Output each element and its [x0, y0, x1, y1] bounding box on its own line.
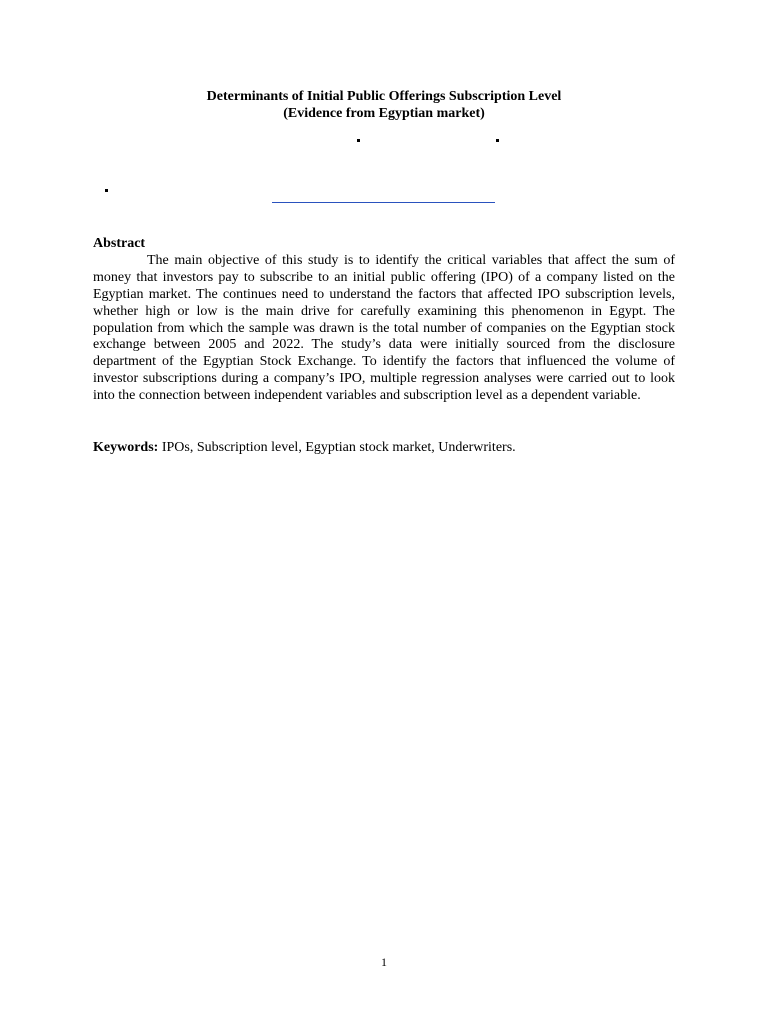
page-number: 1	[381, 955, 387, 969]
abstract-section	[93, 236, 675, 405]
author-marker-dot	[357, 139, 360, 142]
email-link[interactable]	[272, 201, 495, 203]
affiliation-marker-dot	[105, 189, 108, 192]
keywords-line	[93, 439, 675, 456]
abstract-text: The main objective of this study is to identify the critical variables that affect the sum of money that investors pay to subscribe to an initial public offering (IPO) of a company listed on the Egyptian market. The continues need to understand the factors that affected IPO subscription levels, whether high or low is the main drive for carefully examining this phenomenon in Egypt. The population from which the sample was drawn is the total number of companies on the Egyptian stock exchange between 2005 and 2022. The study’s data were initially sourced from the disclosure department of the Egyptian Stock Exchange. To identify the factors that influenced the volume of investor subscriptions during a company’s IPO, multiple regression analyses were carried out to look into the connection between independent variables and subscription level as a dependent variable.	[93, 252, 675, 404]
paper-title	[93, 88, 675, 122]
title-line-2: (Evidence from Egyptian market)	[283, 106, 485, 121]
keywords-text: IPOs, Subscription level, Egyptian stock market, Underwriters.	[158, 440, 516, 455]
keywords-label: Keywords:	[93, 440, 159, 455]
abstract-heading: Abstract	[93, 236, 146, 251]
title-line-1: Determinants of Initial Public Offerings Subscription Level	[206, 89, 562, 104]
author-marker-dot	[496, 139, 499, 142]
